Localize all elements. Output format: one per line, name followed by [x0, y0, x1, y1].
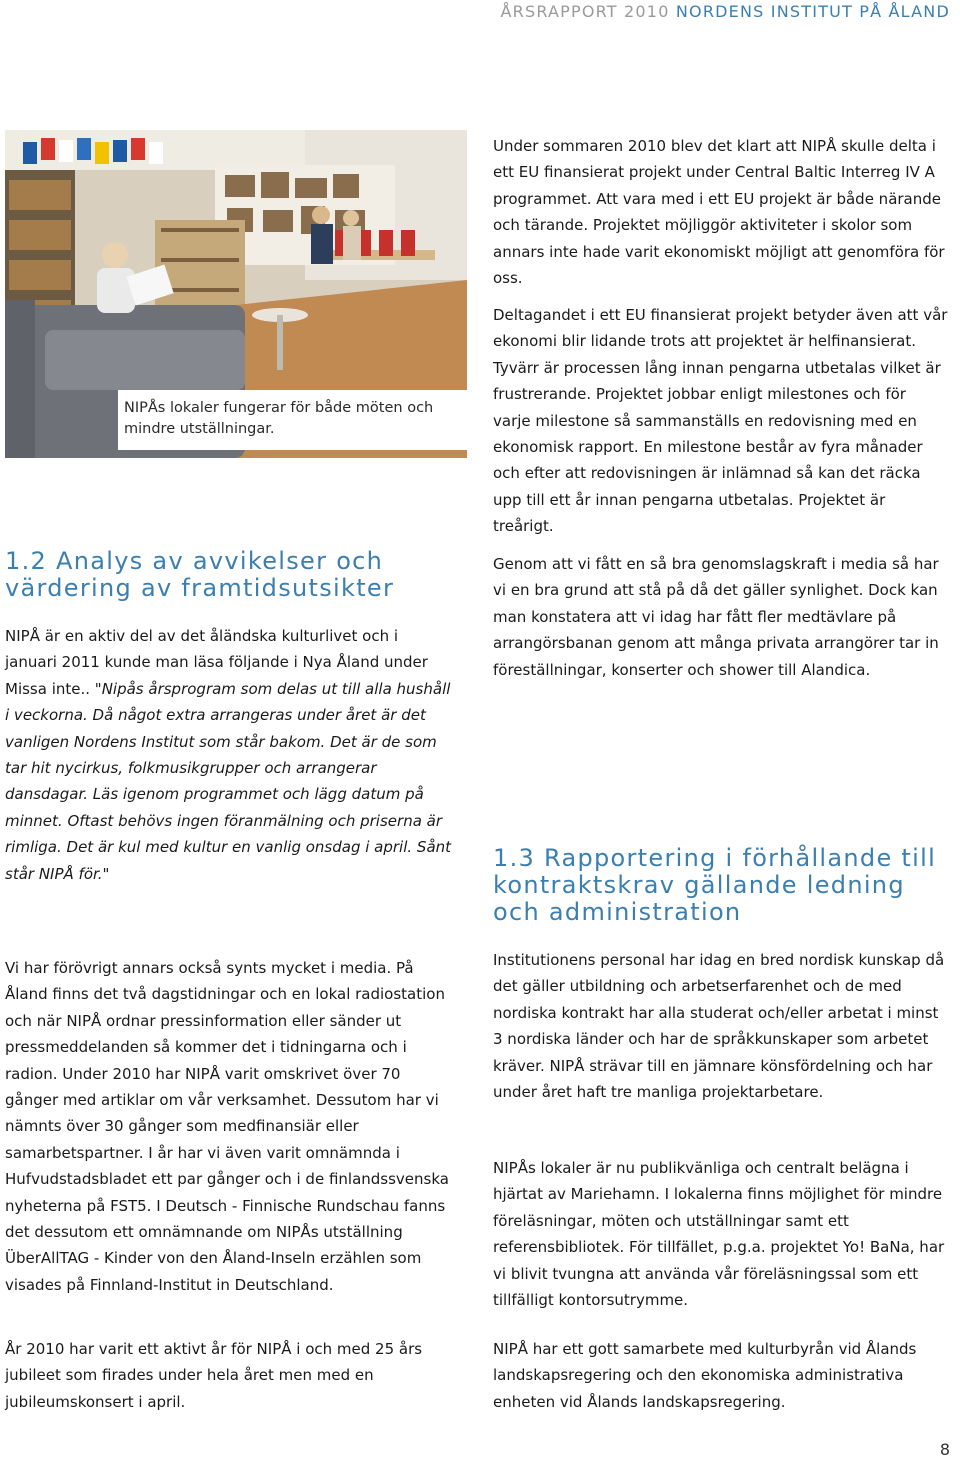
paragraph-media-impact	[493, 551, 948, 683]
paragraph-media	[5, 955, 453, 1298]
eu-finance-text: Deltagandet i ett EU finansierat projekt betyder även att vår ekonomi blir lidande trots att projektet är helfinansierat. Tyvärr är processen lång innan pengarna utbetalas vilket är frustrerande. Projektet jobbar enligt milestones och för varje milestone så sammanställs en redovisning med en ekonomisk rapport. En milestone består av fyra månader och efter att redovisningen är inlämnad så kan det räcka upp till ett år innan pengarna utbetalas. Projektet är treårigt.	[493, 306, 948, 536]
eu-project-text: Under sommaren 2010 blev det klart att NIPÅ skulle delta i ett EU finansierat projekt under Central Baltic Interreg IV A programmet. Att vara med i ett EU projekt är både närande och tärande. Projektet möjliggör aktiviteter i skolor som annars inte hade varit ekonomiskt möjligt att genomföra för oss.	[493, 137, 945, 288]
paragraph-eu-finance	[493, 302, 948, 540]
cooperation-text: NIPÅ har ett gott samarbete med kulturbyrån vid Ålands landskapsregering och den ekonomiska administrativa enheten vid Ålands landskapsregering.	[493, 1340, 917, 1411]
intro-text: NIPÅ är en aktiv del av det åländska kulturlivet och i januari 2011 kunde man läsa följande i Nya Åland under Missa inte..	[5, 627, 428, 698]
staff-text: Institutionens personal har idag en bred nordisk kunskap då det gäller utbildning och arbetserfarenhet och de med nordiska kontrakt har alla studerat och/eller arbetat i minst 3 nordiska länder och har de språkkunskaper som arbetet kräver. NIPÅ strävar till en jämnare könsfördelning och har under året haft tre manliga projektarbetare.	[493, 951, 945, 1102]
running-header	[501, 2, 950, 21]
photo-caption: NIPÅs lokaler fungerar för både möten och mindre utställningar.	[118, 390, 470, 450]
institute-name: NORDENS INSTITUT PÅ ÅLAND	[675, 2, 950, 21]
page-number: 8	[939, 1440, 950, 1459]
jubilee-text: År 2010 har varit ett aktivt år för NIPÅ i och med 25 års jubileet som firades under hela året men med en jubileumskonsert i april.	[5, 1340, 423, 1411]
paragraph-nipa-culture	[5, 623, 453, 887]
paragraph-cooperation	[493, 1336, 948, 1415]
media-text: Vi har förövrigt annars också synts mycket i media. På Åland finns det två dagstidningar och en lokal radiostation och när NIPÅ ordnar pressinformation eller sänder ut pressmeddelanden så kommer det i tidningarna och i radion. Under 2010 har NIPÅ varit omskrivet över 70 gånger med artiklar om vår verksamhet. Dessutom har vi nämnts över 30 gånger som medfinansiär eller samarbetspartner. I år har vi även varit omnämnda i Hufvudstadsbladet ett par gånger och i de finlandssvenska nyheterna på FST5. I Deutsch - Finnische Rundschau fanns det dessutom ett omnämnande om NIPÅs utställning ÜberAllTAG - Kinder von den Åland-Inseln erzählen som visades på Finnland-Institut in Deutschland.	[5, 959, 449, 1294]
premises-text: NIPÅs lokaler är nu publikvänliga och centralt belägna i hjärtat av Mariehamn. I lokalerna finns möjlighet för mindre föreläsningar, möten och utställningar samt ett referensbibliotek. För tillfället, p.g.a. projektet Yo! BaNa, har vi blivit tvungna att använda vår föreläsningssal som ett tillfälligt kontorsutrymme.	[493, 1159, 945, 1310]
paragraph-eu-project	[493, 133, 948, 291]
paragraph-staff	[493, 947, 948, 1105]
paragraph-premises	[493, 1155, 948, 1313]
report-year-label: ÅRSRAPPORT 2010	[500, 2, 676, 21]
section-heading-1-3: 1.3 Rapportering i förhållande till kontraktskrav gällande ledning och administration	[493, 844, 937, 926]
paragraph-jubilee	[5, 1336, 453, 1415]
newspaper-quote: "Nipås årsprogram som delas ut till alla hushåll i veckorna. Då något extra arrangeras under året är det vanligen Nordens Institut som står bakom. Det är de som tar hit nycirkus, folkmusikgrupper och arrangerar dansdagar. Läs igenom programmet och lägg datum på minnet. Oftast behövs ingen föranmälning och priserna är rimliga. Det är kul med kultur en vanlig onsdag i april. Sånt står NIPÅ för."	[5, 679, 452, 883]
media-impact-text: Genom att vi fått en så bra genomslagskraft i media så har vi en bra grund att stå på då det gäller synlighet. Dock kan man konstatera att vi idag har fått fler medtävlare på arrangörsbanan genom att många privata arrangörer tar in föreställningar, konserter och shower till Alandica.	[493, 555, 939, 679]
section-heading-1-2: 1.2 Analys av avvikelser och värdering av framtidsutsikter	[5, 547, 395, 602]
